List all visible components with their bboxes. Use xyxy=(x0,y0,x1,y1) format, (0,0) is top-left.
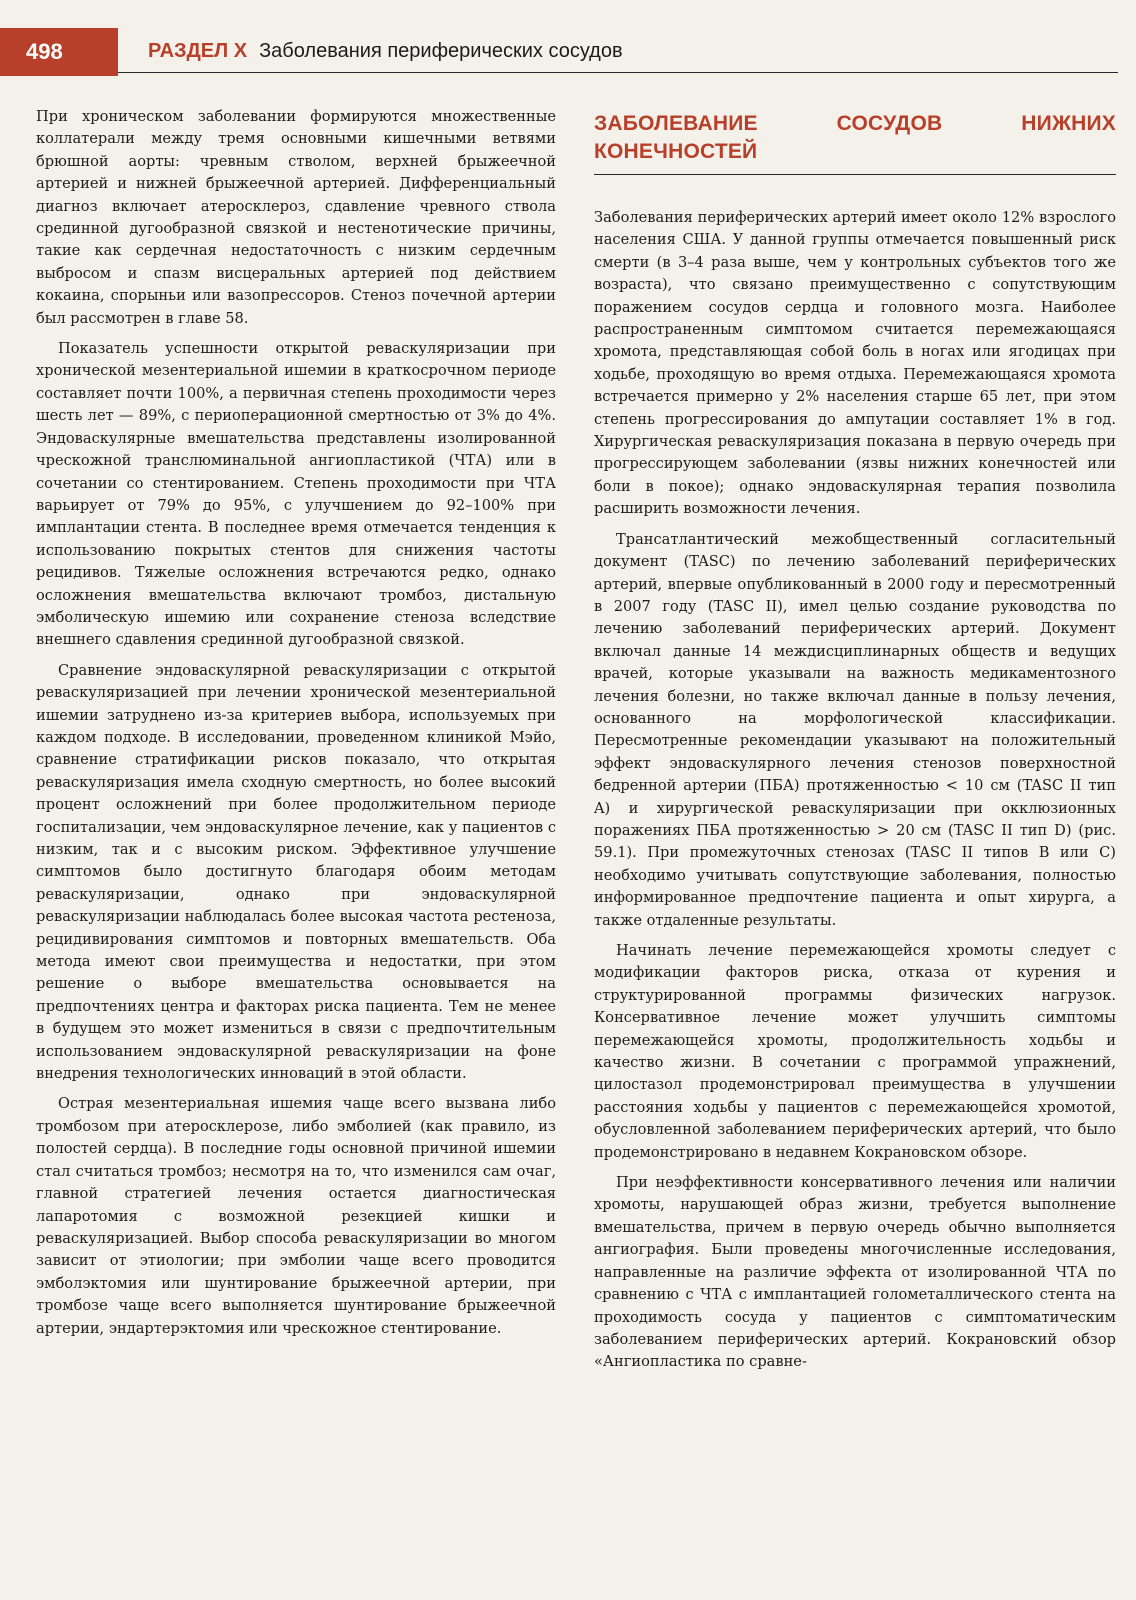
paragraph: Начинать лечение перемежающейся хромоты следует с модификации факторов риска, отказа от курения и структурированной программы физических нагрузок. Консервативное лечение может улучшить симптомы перемежающейся хромоты, продолжительность ходьбы и качество жизни. В сочетании с программой упражнений, цилостазол продемонстрировал преимущества в улучшении расстояния ходьбы у пациентов с перемежающейся хромотой, обусловленной заболеванием периферических артерий, что было продемонстрировано в недавнем Кокрановском обзоре. xyxy=(594,942,1116,1161)
paragraph: При хроническом заболевании формируются множественные коллатерали между тремя основными кишечными ветвями брюшной аорты: чревным стволом, верхней брыжеечной артерией и нижней брыжеечной артерией. Дифференциальный диагноз включает атеросклероз, сдавление чревного ствола срединной дугообразной связкой и нестенотические причины, такие как сердечная недостаточность с низким сердечным выбросом и спазм висцеральных артерией под действием кокаина, спорыньи или вазопрессоров. Стеноз почечной артерии был рассмотрен в главе 58. xyxy=(36,108,556,327)
heading-rule xyxy=(594,174,1116,175)
section-label: РАЗДЕЛ X xyxy=(148,40,248,62)
right-column xyxy=(594,106,1116,1382)
paragraph: Трансатлантический межобщественный согласительный документ (TASC) по лечению заболеваний периферических артерий, впервые опубликованный в 2000 году и пересмотренный в 2007 году (TASC II), имел целью создание руководства по лечению заболеваний периферических артерий. Документ включал данные 14 междисциплинарных обществ и ведущих врачей, которые указывали на важность медикаментозного лечения болезни, но также включал данные в пользу лечения, основанного на морфологической классификации. Пересмотренные рекомендации указывают на положительный эффект эндоваскулярного лечения стенозов поверхностной бедренной артерии (ПБА) протяженностью < 10 см (TASC II тип A) и хирургической реваскуляризации при окклюзионных поражениях ПБА протяженностью > 20 см (TASC II тип D) (рис. 59.1). При промежуточных стенозах (TASC II типов B или C) необходимо учитывать сопутствующие заболевания, полностью информированное предпочтение пациента и опыт хирурга, а также отдаленные результаты. xyxy=(594,530,1116,929)
header-rule xyxy=(118,72,1118,73)
page-number: 498 xyxy=(0,28,118,76)
paragraph: Заболевания периферических артерий имеет около 12% взрослого населения США. У данной группы отмечается повышенный риск смерти (в 3–4 раза выше, чем у контрольных субъектов того же возраста), что связано преимущественно с сопутствующим поражением сосудов сердца и головного мозга. Наиболее распространенным симптомом считается перемежающаяся хромота, представляющая собой боль в ногах или ягодицах при ходьбе, проходящую во время отдыха. Перемежающаяся хромота встречается примерно у 2% населения старше 65 лет, при этом степень прогрессирования до ампутации составляет 1% в год. Хирургическая реваскуляризация показана в первую очередь при прогрессирующем заболевании (язвы нижних конечностей или боли в покое); однако эндоваскулярная терапия позволила расширить возможности лечения. xyxy=(594,209,1116,518)
paragraph: Острая мезентериальная ишемия чаще всего вызвана либо тромбозом при атеросклерозе, либо эмболией (как правило, из полостей сердца). В последние годы основной причиной ишемии стал считаться тромбоз; несмотря на то, что изменился сам очаг, главной стратегией лечения остается диагностическая лапаротомия с возможной резекцией кишки и реваскуляризацией. Выбор способа реваскуляризации во многом зависит от этиологии; при эмболии чаще всего проводится эмболэктомия или шунтирование брыжеечной артерии, при тромбозе чаще всего выполняется шунтирование брыжеечной артерии, эндартерэктомия или чрескожное стентирование. xyxy=(36,1095,556,1337)
section-heading: ЗАБОЛЕВАНИЕ СОСУДОВ НИЖНИХ КОНЕЧНОСТЕЙ xyxy=(594,112,1116,163)
running-head-title: Заболевания периферических сосудов xyxy=(259,40,623,62)
left-column xyxy=(36,106,556,1348)
paragraph: При неэффективности консервативного лечения или наличии хромоты, нарушающей образ жизни, требуется выполнение вмешательства, причем в первую очередь обычно выполняется ангиография. Были проведены многочисленные исследования, направленные на различие эффекта от изолированной ЧТА по сравнению с ЧТА с имплантацией голометаллического стента на проходимость сосуда у пациентов с симптоматическим заболеванием периферических артерий. Кокрановский обзор «Ангиопластика по сравне- xyxy=(594,1174,1116,1371)
paragraph: Сравнение эндоваскулярной реваскуляризации с открытой реваскуляризацией при лечении хронической мезентериальной ишемии затруднено из-за критериев выбора, используемых при каждом подходе. В исследовании, проведенном клиникой Мэйо, сравнение стратификации рисков показало, что открытая реваскуляризация имела сходную смертность, но более высокий процент осложнений при более продолжительном периоде госпитализации, чем эндоваскулярное лечение, как у пациентов с низким, так и с высоким риском. Эффективное улучшение симптомов было достигнуто благодаря обоим методам реваскуляризации, однако при эндоваскулярной реваскуляризации наблюдалась более высокая частота рестеноза, рецидивирования симптомов и повторных вмешательств. Оба метода имеют свои преимущества и недостатки, при этом решение о выборе вмешательства основывается на предпочтениях центра и факторах риска пациента. Тем не менее в будущем это может измениться в связи с предпочтительным использованием эндоваскулярной реваскуляризации на фоне внедрения технологических инноваций в этой области. xyxy=(36,661,556,1083)
running-head xyxy=(148,40,623,63)
paragraph: Показатель успешности открытой реваскуляризации при хронической мезентериальной ишемии в краткосрочном периоде составляет почти 100%, а первичная степень проходимости через шесть лет — 89%, с периоперационной смертностью от 3% до 4%. Эндоваскулярные вмешательства представлены изолированной чрескожной транслюминальной ангиопластикой (ЧТА) или в сочетании со стентированием. Степень проходимости при ЧТА варьирует от 79% до 95%, с улучшением до 92–100% при имплантации стента. В последнее время отмечается тенденция к использованию покрытых стентов для снижения частоты рецидивов. Тяжелые осложнения встречаются редко, однако осложнения вмешательства включают тромбоз, дистальную эмболическую ишемию или сохранение стеноза вследствие внешнего сдавления срединной дугообразной связкой. xyxy=(36,340,556,649)
